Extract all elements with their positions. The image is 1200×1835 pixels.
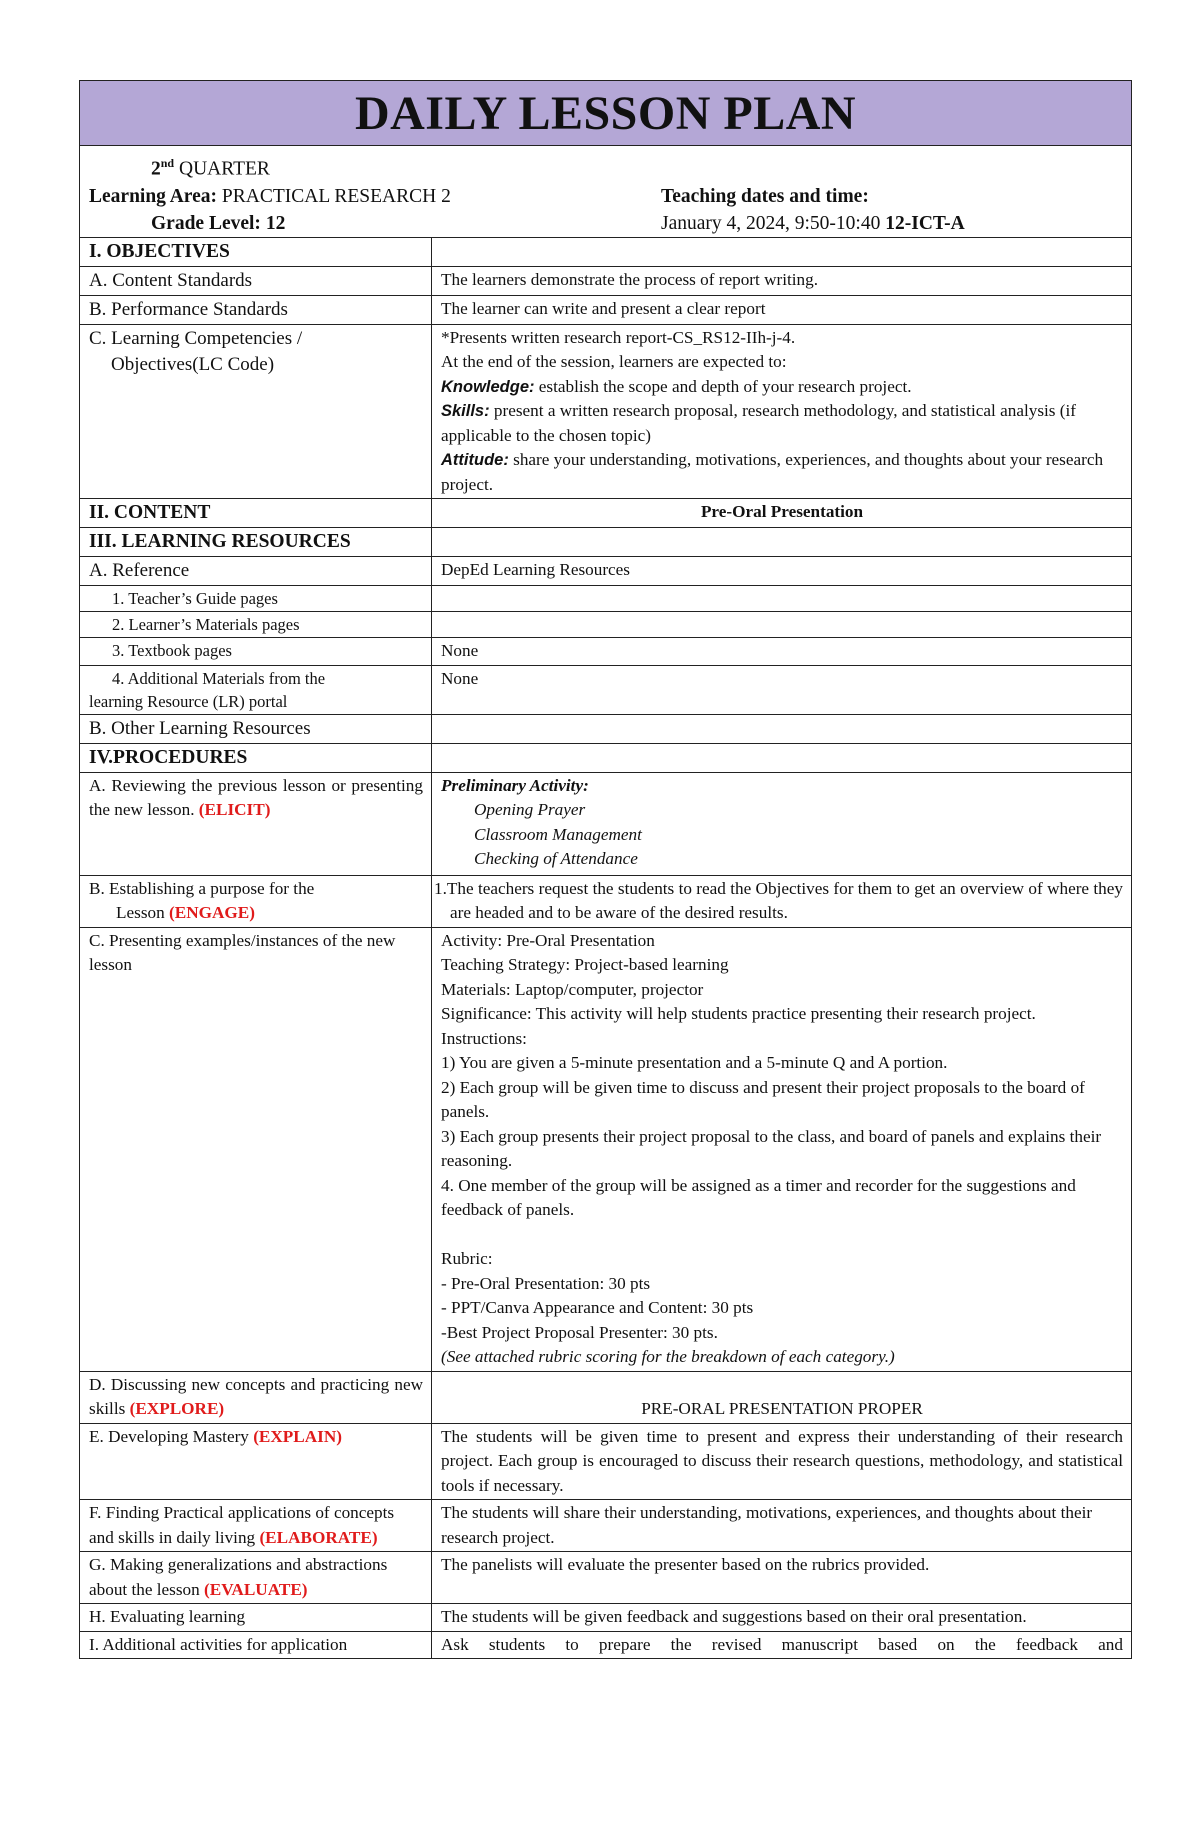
procedure-a-label: A. Reviewing the previous lesson or presenting the new lesson. (ELICIT) — [80, 772, 432, 875]
procedure-d-row — [80, 1371, 1132, 1423]
procedure-i-value: Ask students to prepare the revised manuscript based on the feedback and — [432, 1631, 1132, 1659]
learners-materials-label: 2. Learner’s Materials pages — [80, 612, 432, 638]
skills-objective: Skills: present a written research proposal, research methodology, and statistical analysis (if applicable to the chosen topic) — [441, 401, 1077, 445]
resources-heading-row — [80, 528, 1132, 557]
document-title: DAILY LESSON PLAN — [80, 81, 1132, 146]
procedure-h-value: The students will be given feedback and suggestions based on their oral presentation. — [432, 1604, 1132, 1632]
competencies-row — [80, 324, 1132, 499]
procedure-h-row — [80, 1604, 1132, 1632]
content-row — [80, 499, 1132, 528]
competencies-value: *Presents written research report-CS_RS12-IIh-j-4. At the end of the session, learners are expected to: Knowledge: establish the scope and depth of your research project. Skills: present a written research proposal, research methodology, and statistical analysis (if applicable to the chosen topic) Attitude: share your understanding, motivations, experiences, and thoughts about your research project. — [432, 324, 1132, 499]
title-row — [80, 81, 1132, 146]
grade-level: Grade Level: 12 — [151, 212, 286, 234]
procedure-d-label: D. Discussing new concepts and practicing new skills (EXPLORE) — [80, 1371, 432, 1423]
procedure-i-label: I. Additional activities for application — [80, 1631, 432, 1659]
procedure-a-value — [432, 772, 1132, 875]
teaching-dates-label: Teaching dates and time: — [661, 185, 869, 207]
quarter-line: 2nd QUARTER — [151, 156, 270, 180]
rubric-item: - PPT/Canva Appearance and Content: 30 pts — [441, 1298, 754, 1317]
procedures-heading: IV.PROCEDURES — [80, 743, 432, 772]
attitude-objective: Attitude: share your understanding, motivations, experiences, and thoughts about your research project. — [441, 450, 1104, 494]
procedure-f-label: F. Finding Practical applications of concepts and skills in daily living (ELABORATE) — [80, 1500, 432, 1552]
content-standards-value: The learners demonstrate the process of report writing. — [432, 266, 1132, 295]
procedure-f-value: The students will share their understanding, motivations, experiences, and thoughts about their research project. — [432, 1500, 1132, 1552]
resources-heading: III. LEARNING RESOURCES — [80, 528, 432, 557]
content-value: Pre-Oral Presentation — [432, 499, 1132, 528]
procedure-g-value: The panelists will evaluate the presenter based on the rubrics provided. — [432, 1552, 1132, 1604]
performance-standards-row — [80, 295, 1132, 324]
learners-materials-row — [80, 612, 1132, 638]
knowledge-objective: Knowledge: establish the scope and depth of your research project. — [441, 376, 912, 396]
textbook-value: None — [432, 638, 1132, 666]
reference-label: A. Reference — [80, 557, 432, 586]
lesson-plan-document — [79, 80, 1131, 1659]
list-item: Opening Prayer — [474, 800, 586, 819]
additional-materials-value: None — [432, 665, 1132, 714]
content-standards-label: A. Content Standards — [80, 266, 432, 295]
procedure-g-label: G. Making generalizations and abstractions about the lesson (EVALUATE) — [80, 1552, 432, 1604]
competencies-label: C. Learning Competencies / Objectives(LC Code) — [80, 324, 432, 499]
additional-materials-label: 4. Additional Materials from the learning Resource (LR) portal — [80, 665, 432, 714]
procedure-e-row — [80, 1423, 1132, 1500]
other-resources-row — [80, 714, 1132, 743]
procedure-f-row — [80, 1500, 1132, 1552]
procedure-i-row — [80, 1631, 1132, 1659]
procedure-e-label: E. Developing Mastery (EXPLAIN) — [80, 1423, 432, 1500]
procedure-h-label: H. Evaluating learning — [80, 1604, 432, 1632]
teachers-guide-label: 1. Teacher’s Guide pages — [80, 586, 432, 612]
objectives-heading: I. OBJECTIVES — [80, 237, 432, 266]
header-info — [80, 146, 1132, 238]
performance-standards-value: The learner can write and present a clear report — [432, 295, 1132, 324]
procedure-e-value: The students will be given time to present and express their understanding of their research project. Each group is encouraged to discuss their research questions, methodology, and statistical tools if necessary. — [432, 1423, 1132, 1500]
procedure-c-label: C. Presenting examples/instances of the new lesson — [80, 927, 432, 1371]
procedure-c-row — [80, 927, 1132, 1371]
rubric-item: -Best Project Proposal Presenter: 30 pts. — [441, 1322, 718, 1342]
reference-row — [80, 557, 1132, 586]
textbook-label: 3. Textbook pages — [80, 638, 432, 666]
preliminary-activity-title: Preliminary Activity: — [441, 775, 589, 795]
lesson-plan-table — [79, 80, 1132, 1659]
quarter-word: QUARTER — [178, 158, 270, 180]
additional-materials-row — [80, 665, 1132, 714]
procedure-c-value: Activity: Pre-Oral Presentation Teaching Strategy: Project-based learning Materials: Laptop/computer, projector Significance: This activity will help students practice presenting their research project. Instructions: 1) You are given a 5-minute presentation and a 5-minute Q and A portion. 2) Each group will be given time to discuss and present their project proposals to the board of panels. 3) Each group presents their project proposal to the class, and board of panels and explains their reasoning. 4. One member of the group will be assigned as a timer and recorder for the suggestions and feedback of panels. Rubric: - Pre-Oral Presentation: 30 pts - PPT/Canva Appearance and Content: 30 pts -Best Project Proposal Presenter: 30 pts. (See attached rubric scoring for the breakdown of each category.) — [432, 927, 1132, 1371]
content-standards-row — [80, 266, 1132, 295]
rubric-item: - Pre-Oral Presentation: 30 pts — [441, 1273, 651, 1293]
rubric-title: Rubric: — [441, 1249, 493, 1268]
list-item: Classroom Management — [474, 824, 642, 844]
procedures-heading-row — [80, 743, 1132, 772]
learning-area: Learning Area: PRACTICAL RESEARCH 2 — [89, 185, 451, 207]
objectives-heading-row — [80, 237, 1132, 266]
reference-value: DepEd Learning Resources — [432, 557, 1132, 586]
header-row — [80, 146, 1132, 238]
content-heading: II. CONTENT — [80, 499, 432, 528]
procedure-b-row — [80, 875, 1132, 927]
procedure-b-value: 1.The teachers request the students to read the Objectives for them to get an overview of where they are headed and to be aware of the desired results. — [432, 875, 1132, 927]
rubric-note: (See attached rubric scoring for the breakdown of each category.) — [441, 1347, 895, 1366]
section-label: 12-ICT-A — [885, 212, 965, 234]
procedure-d-value: PRE-ORAL PRESENTATION PROPER — [432, 1371, 1132, 1423]
procedure-a-row — [80, 772, 1132, 875]
performance-standards-label: B. Performance Standards — [80, 295, 432, 324]
textbook-row — [80, 638, 1132, 666]
teaching-dates-value: January 4, 2024, 9:50-10:40 12-ICT-A — [661, 212, 965, 234]
list-item: Checking of Attendance — [474, 849, 638, 868]
other-resources-label: B. Other Learning Resources — [80, 714, 432, 743]
teachers-guide-row — [80, 586, 1132, 612]
procedure-g-row — [80, 1552, 1132, 1604]
procedure-b-label: B. Establishing a purpose for the Lesson (ENGAGE) — [80, 875, 432, 927]
